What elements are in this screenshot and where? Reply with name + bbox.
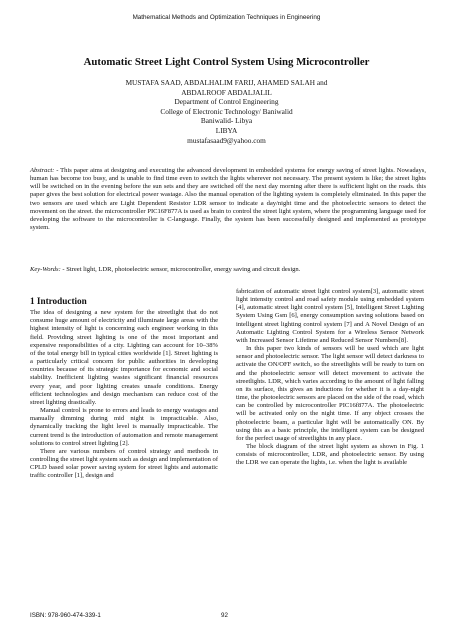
affiliation-country: LIBYA: [215, 125, 238, 135]
paragraph: There are various numbers of control strategy and methods in controlling the street light system such as design and implementation of CPLD based solar power saving system for street lights and automatic traffic controller [1], design and: [30, 447, 219, 480]
paragraph: Manual control is prone to errors and leads to energy wastages and manually dimming during mid night is impracticable. Also, dynamically tracking the light level is manually impracticable. The current trend is the introduction of automation and remote management solutions to control street lighting [2].: [30, 407, 218, 447]
author-email: mustafasaad9@yahoo.com: [187, 135, 266, 145]
author-line: ABDALROOF ABDALJALIL: [181, 87, 272, 97]
right-column: [236, 288, 424, 467]
paper-title: Automatic Street Light Control System Using Microcontroller: [83, 56, 370, 68]
abstract-text: - This paper aims at designing and executing the advanced development in embedded systems for energy saving of street lights. Nowadays, human has become too busy, and is unable to find time even to switch the lights wherever not necessary. The present system is like; the street lights will be switched on in the evening before the sun sets and they are switched off the next day morning after there is sufficient light on the roads. this paper gives the best solution for electrical power wastage. Also the manual operation of the lighting system is completely eliminated. In this paper the two sensors are used which are Light Dependent Resistor LDR sensor to indicate a day/night time and the photoelectric sensors to detect the movement on the street. the microcontroller PIC16F877A is used as brain to control the street light system, where the programming language used for developing the software to the microcontroller is C-language. Finally, the system has been successfully designed and implemented as prototype system.: [30, 167, 426, 232]
isbn: ISBN: 978-960-474-339-1: [30, 612, 101, 619]
affiliation-department: Department of Control Engineering: [174, 97, 279, 107]
abstract: [30, 167, 426, 232]
running-header: Mathematical Methods and Optimization Techniques in Engineering: [132, 14, 321, 21]
page-number: 92: [221, 612, 228, 619]
paragraph: The block diagram of the street light system as shown in Fig. 1 consists of microcontroller, LDR, and photoelectric sensor. By using the LDR we can operate the lights, i.e. when the light is available: [236, 442, 424, 467]
left-column: [30, 290, 218, 480]
keywords-text: - Street light, LDR, photoelectric sensor, microcontroller, energy saving and circuit design.: [60, 266, 301, 273]
section-heading: 1 Introduction: [30, 296, 87, 306]
paragraph: The idea of designing a new system for the streetlight that do not consume huge amount of electricity and illuminate large areas with the highest intensity of light is concerning each engineer working in this field. Providing street lighting is one of the most important and expensive responsibilities of a city. Lighting can account for 10–38% of the total energy bill in typical cities worldwide [1]. Street lighting is a particularly critical concern for public authorities in developing countries because of its strategic importance for economic and social stability. Inefficient lighting wastes significant financial resources every year, and poor lighting creates unsafe conditions. Energy efficient technologies and design mechanism can reduce cost of the street lighting drastically.: [30, 309, 218, 406]
paragraph: In this paper two kinds of sensors will be used which are light sensor and photoelectric sensor. The light sensor will detect darkness to activate the ON/OFF switch, so the streetlights will be ready to turn on and the photoelectric sensor will detect movement to activate the streetlights. LDR, which varies according to the amount of light falling on its surface, this gives an inductions for whether it is a day-night time, the photoelectric sensors are placed on the side of the road, which can be controlled by microcontroller PIC16f877A. The photoelectric will be activated only on the night time. If any object crosses the photoelectric beam, a particular light will be automatically ON. By using this as a basic principle, the intelligent system can be designed for the perfect usage of streetlights in any place.: [236, 345, 424, 442]
affiliation-city: Baniwalid- Libya: [200, 116, 253, 126]
author-block: [40, 78, 413, 145]
affiliation-college: College of Electronic Technology/ Baniwalid: [160, 106, 293, 116]
author-line: MUSTAFA SAAD, ABDALHALIM FARIJ, AHAMED SALAH and: [125, 78, 328, 87]
paragraph: fabrication of automatic street light control system[3], automatic street light intensity control and road safety module using embedded system [4], automatic street light control system [5], Intelligent Street Lighting System Using Gsm [6], energy consumption saving solutions based on intelligent street lighting control system [7] and A Novel Design of an Automatic Lighting Control System for a Wireless Sensor Network with Increased Sensor Lifetime and Reduced Sensor Numbers[8].: [236, 288, 424, 344]
abstract-label: Abstract:: [30, 167, 55, 174]
keywords: [30, 266, 426, 274]
keywords-label: Key-Words:: [30, 266, 61, 273]
